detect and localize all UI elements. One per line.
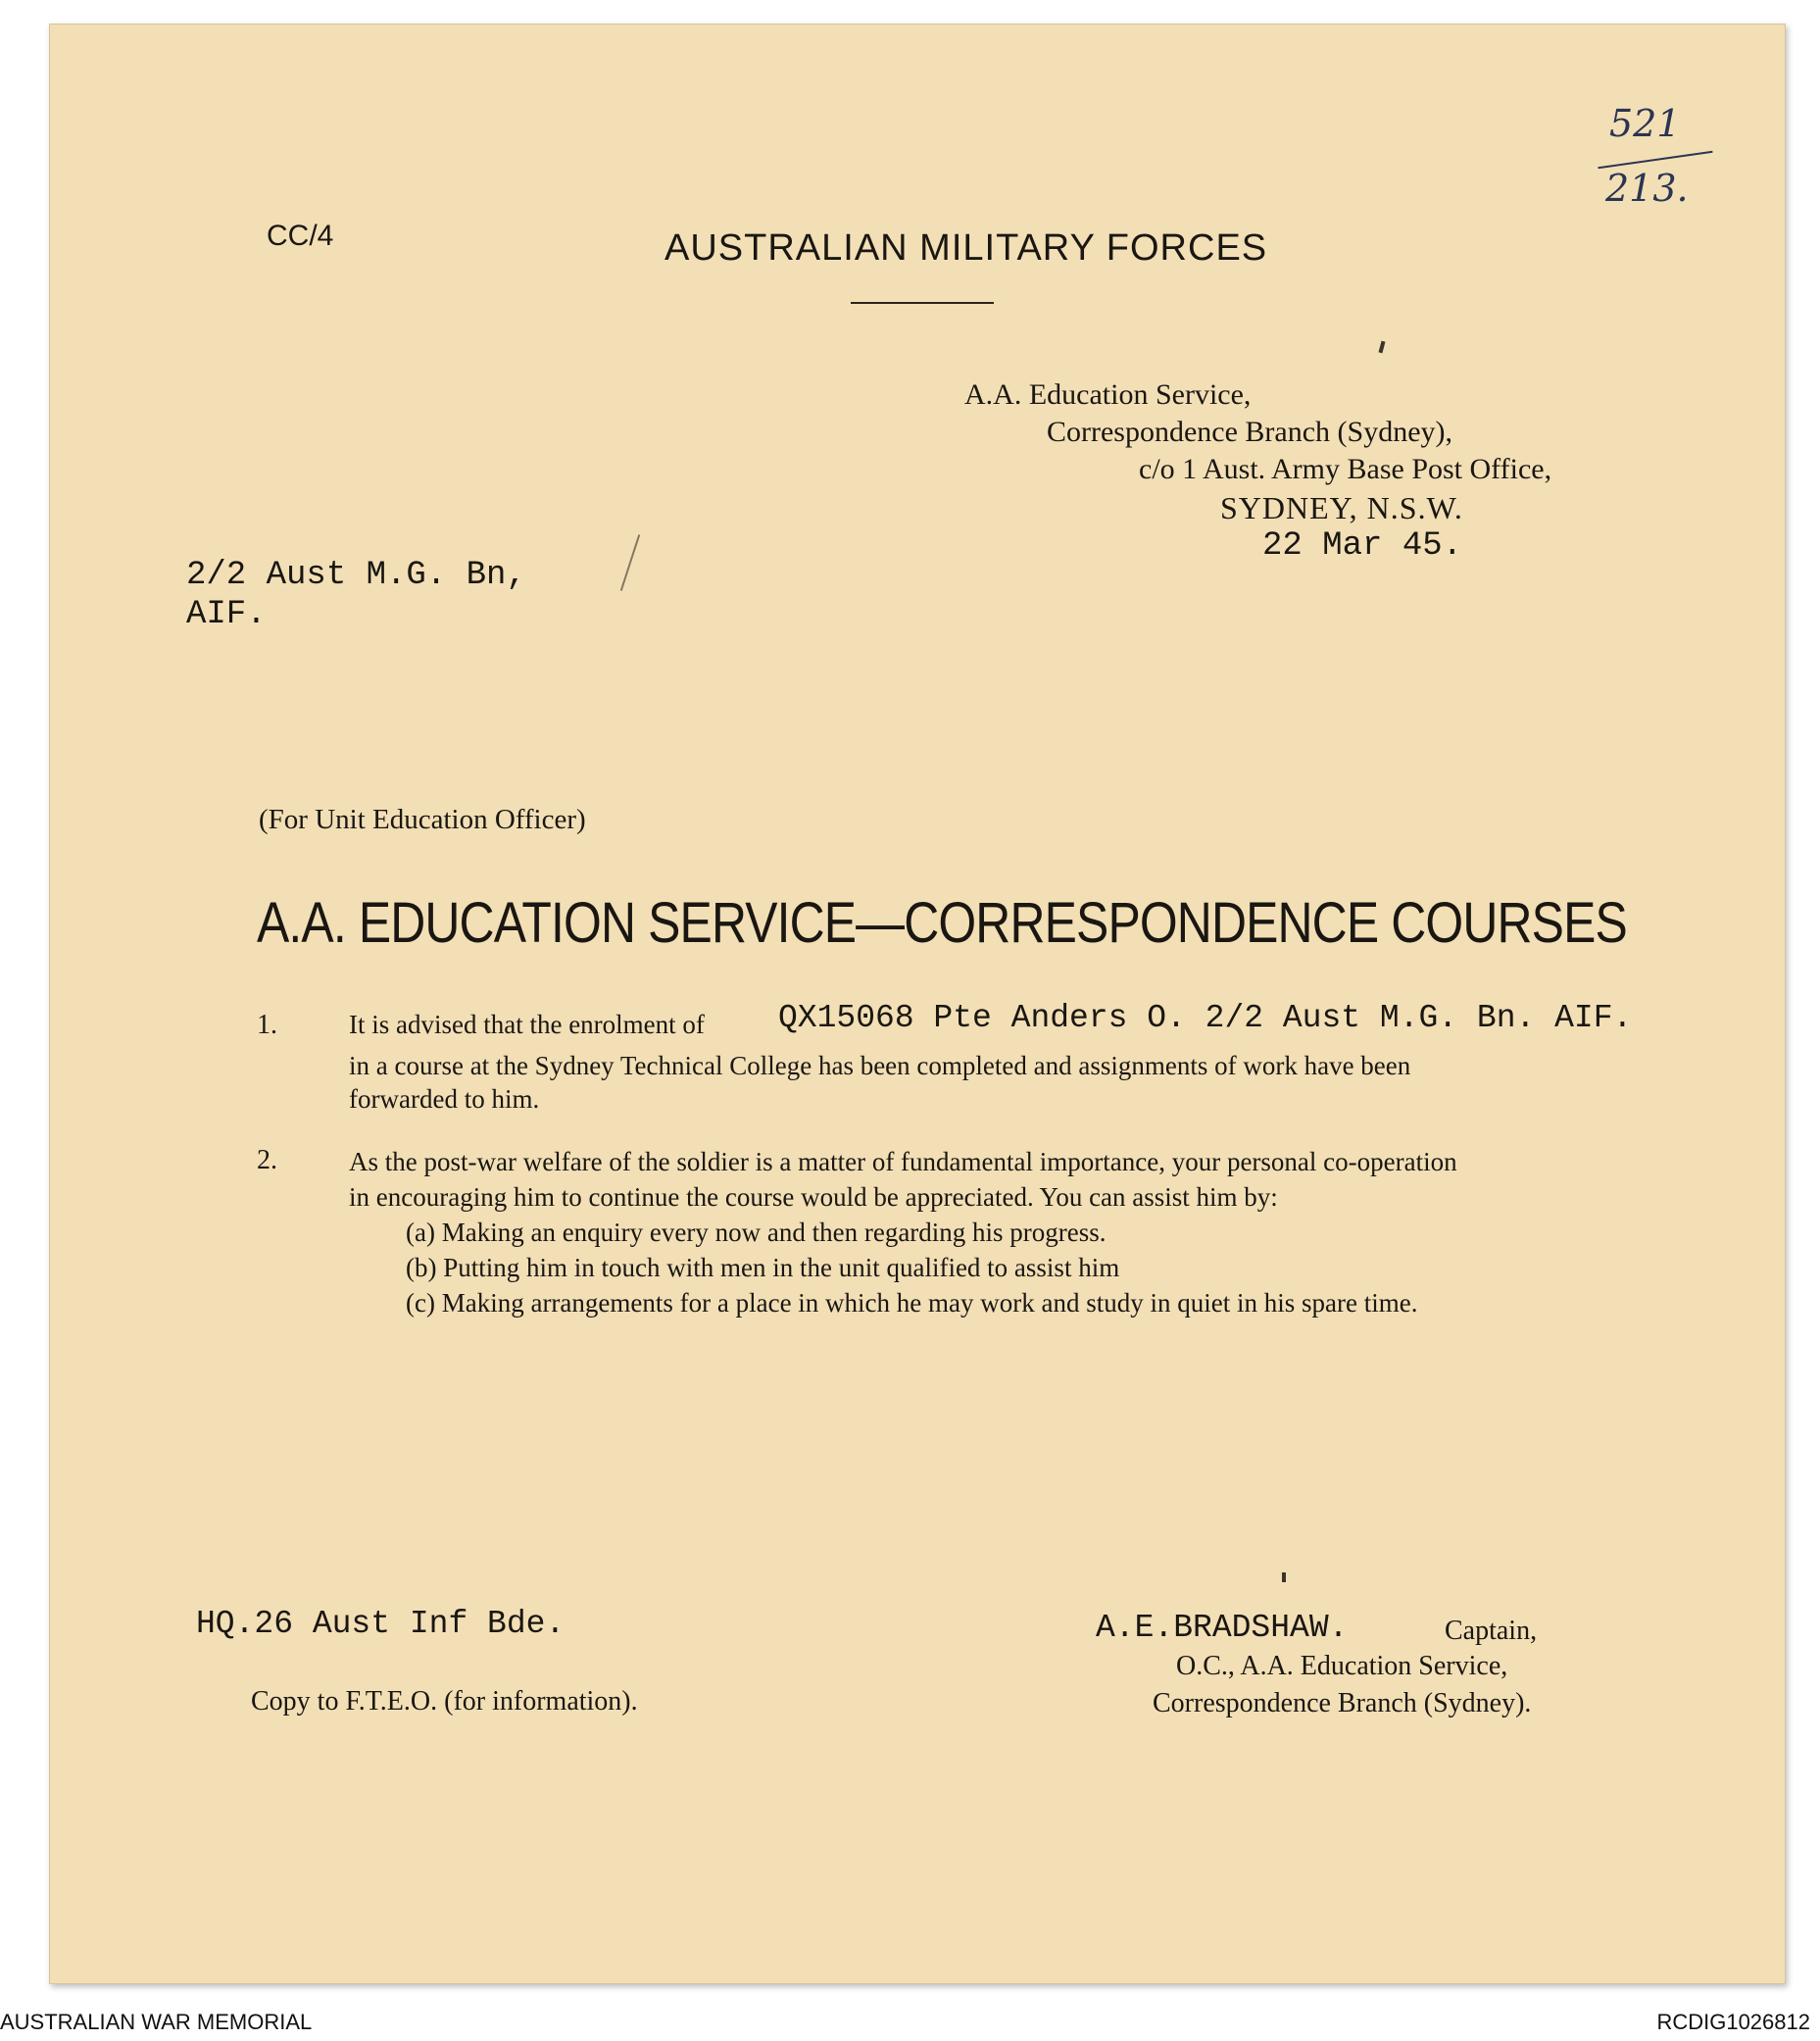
recipient-line: 2/2 Aust M.G. Bn, xyxy=(186,557,526,594)
paragraph-text: It is advised that the enrolment of xyxy=(349,1010,705,1039)
handwritten-number-bottom: 213. xyxy=(1605,167,1689,210)
typed-enrolment-details: QX15068 Pte Anders O. 2/2 Aust M.G. Bn. AIF. xyxy=(778,1000,1633,1036)
letterhead-rule xyxy=(851,302,994,304)
handwritten-number-top: 521 xyxy=(1609,102,1681,145)
sender-address-line: Correspondence Branch (Sydney), xyxy=(1047,416,1453,448)
sender-address-line: SYDNEY, N.S.W. xyxy=(1220,490,1463,525)
signatory-rank: Captain, xyxy=(1445,1616,1538,1646)
paragraph-text: in encouraging him to continue the course would be appreciated. You can assist him by: xyxy=(349,1182,1278,1212)
paragraph-number: 1. xyxy=(257,1010,277,1040)
paragraph-number: 2. xyxy=(257,1145,277,1175)
paragraph-text: in a course at the Sydney Technical College has been completed and assignments of work have been xyxy=(349,1051,1411,1080)
signatory-title: O.C., A.A. Education Service, xyxy=(1176,1651,1508,1681)
copy-to-line: Copy to F.T.E.O. (for information). xyxy=(251,1686,638,1717)
sender-address-line: A.A. Education Service, xyxy=(964,378,1252,411)
footer-source: AUSTRALIAN WAR MEMORIAL xyxy=(0,2010,313,2034)
letterhead: AUSTRALIAN MILITARY FORCES xyxy=(664,227,1268,269)
ink-mark xyxy=(1379,341,1386,354)
document-title: A.A. EDUCATION SERVICE—CORRESPONDENCE COURSES xyxy=(257,891,1627,955)
list-item: (b) Putting him in touch with men in the unit qualified to assist him xyxy=(406,1253,1120,1282)
signatory-title: Correspondence Branch (Sydney). xyxy=(1153,1688,1532,1718)
paragraph-text: As the post-war welfare of the soldier is a matter of fundamental importance, your personal co-operation xyxy=(349,1147,1457,1176)
letter-date: 22 Mar 45. xyxy=(1262,527,1463,565)
ink-mark xyxy=(1282,1572,1286,1582)
list-item: (a) Making an enquiry every now and then regarding his progress. xyxy=(406,1218,1107,1247)
sender-address-line: c/o 1 Aust. Army Base Post Office, xyxy=(1139,453,1552,485)
letter-page xyxy=(49,24,1786,1984)
recipient-line: AIF. xyxy=(186,596,267,633)
signatory-name: A.E.BRADSHAW. xyxy=(1096,1610,1349,1646)
paragraph-text: forwarded to him. xyxy=(349,1084,540,1114)
tick-mark xyxy=(620,534,640,591)
distribution-line: HQ.26 Aust Inf Bde. xyxy=(196,1606,566,1642)
reference-code: CC/4 xyxy=(267,220,334,252)
attention-line: (For Unit Education Officer) xyxy=(259,804,586,835)
footer-id: RCDIG1026812 xyxy=(1656,2010,1810,2034)
list-item: (c) Making arrangements for a place in which he may work and study in quiet in his spare time. xyxy=(406,1288,1418,1318)
